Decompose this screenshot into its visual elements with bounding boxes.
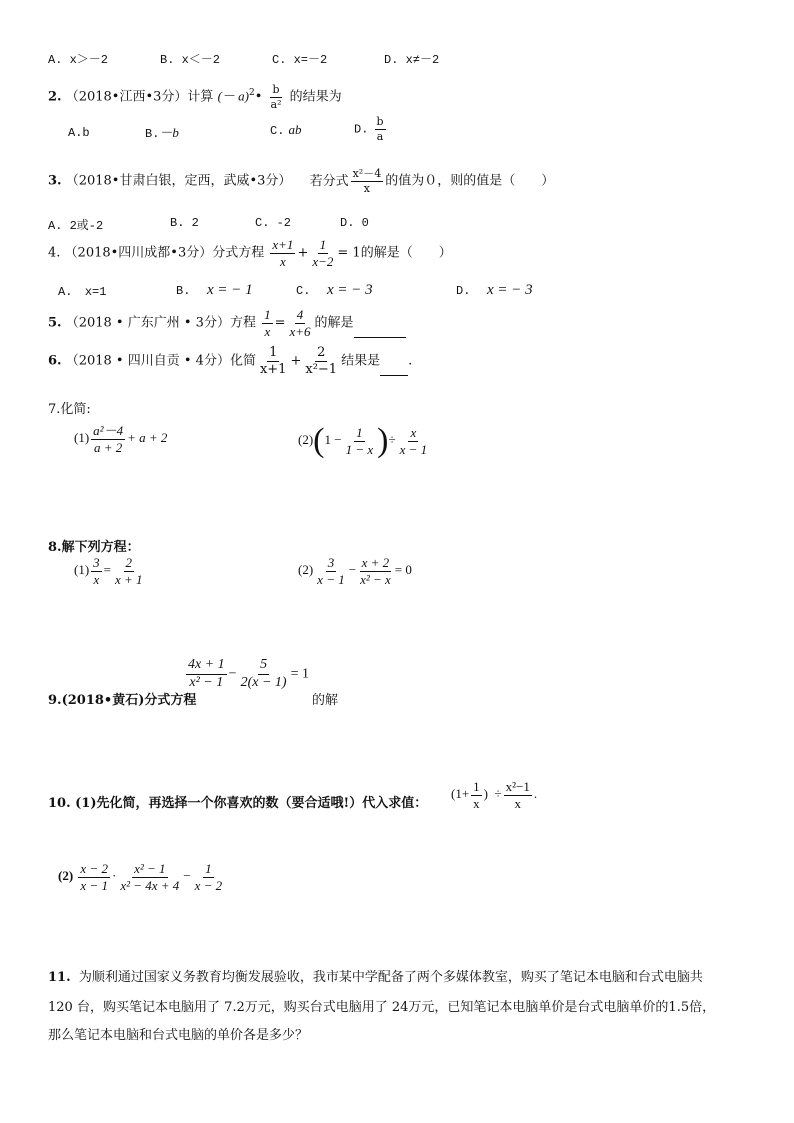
q5-f2-den: x+6 — [289, 323, 311, 339]
q10-label: 10. (1)先化简，再选择一个你喜欢的数（要合适哦!）代入求值： — [48, 796, 428, 811]
q9-equation — [184, 658, 309, 690]
q3-option-a: A. 2或-2 — [48, 219, 104, 233]
q8-p2-left-fraction — [315, 556, 347, 586]
q10-p2-fraction-2 — [118, 862, 181, 892]
q2-option-c-expr: ab — [288, 122, 302, 137]
q7-p2-open-paren: ( — [313, 422, 325, 459]
q2-option-b — [145, 122, 179, 141]
q2-fraction — [269, 84, 284, 110]
q4-option-d-label: D. — [456, 284, 471, 298]
q11-line-1-text: 为顺利通过国家义务教育均衡发展验收，我市某中学配备了两个多媒体教室，购买了笔记本电脑和台式电脑共 — [78, 970, 703, 985]
q7-p1-tail: + a + 2 — [127, 430, 168, 446]
q9-f1-den: x² − 1 — [189, 674, 224, 690]
q4-option-a-label: A. — [58, 285, 73, 299]
q8-p1-eq: = — [103, 562, 112, 578]
q10-part-2 — [58, 862, 226, 892]
q10-p2-dot: · — [111, 868, 117, 884]
q3-frac-den: x — [363, 181, 370, 195]
question-3 — [48, 168, 554, 194]
q4-option-d-expr: x = − 3 — [486, 282, 533, 298]
q3-source: （2018•甘肃白银，定西，武威•3分） — [65, 173, 292, 189]
q4-f2-den: x−2 — [312, 253, 334, 269]
q10-p2-f2-num: x² − 1 — [134, 861, 166, 876]
q10-p2-fraction-1 — [78, 862, 110, 892]
q7-p2-label: (2) — [298, 431, 314, 447]
q10-p2-label: (2) — [58, 868, 74, 884]
q2-option-b-label: B. — [145, 127, 160, 141]
q2-option-b-expr: －b — [159, 125, 179, 140]
q6-source: （2018 • 四川自贡 • 4分）化简 — [65, 353, 256, 369]
q3-option-c: C. -2 — [255, 216, 292, 230]
q10-p2-f1-num: x − 2 — [80, 861, 108, 876]
q8-p1-label: (1) — [74, 562, 90, 578]
q2-dot: • — [254, 89, 263, 105]
q6-fraction-2 — [303, 346, 339, 376]
q4-option-c-expr: x = − 3 — [326, 282, 373, 298]
q8-part-1 — [74, 556, 147, 586]
q4-fraction-1 — [270, 238, 295, 268]
q4-f1-num: x+1 — [272, 237, 294, 252]
q7-p2-inner-fraction — [344, 426, 376, 456]
q5-answer-blank[interactable] — [354, 323, 406, 338]
q5-equals: = — [274, 315, 286, 331]
q8-p2-left-num: 3 — [327, 555, 335, 570]
q2-option-a: A.b — [68, 126, 90, 140]
q6-f1-den: x+1 — [259, 361, 287, 377]
q6-tail: 结果是 — [341, 353, 381, 369]
q8-p1-right-den: x + 1 — [115, 571, 143, 587]
question-5 — [48, 308, 406, 338]
q5-f1-num: 1 — [264, 307, 271, 322]
q6-f2-den: x²−1 — [305, 361, 338, 377]
q2-option-c-label: C. — [270, 124, 285, 138]
q8-part-2 — [298, 556, 412, 586]
q9-f2-den: 2(x − 1) — [240, 674, 287, 690]
q4-option-b-expr: x = − 1 — [206, 282, 253, 298]
q7-p2-num: x — [410, 424, 417, 440]
q9-minus: − — [228, 666, 237, 682]
q5-fraction-2 — [288, 308, 313, 338]
q5-fraction-1 — [262, 308, 273, 338]
q10-p1-fraction — [504, 780, 532, 810]
q8-p1-left-fraction — [91, 556, 102, 586]
q4-f1-den: x — [280, 253, 286, 269]
q10-p2-f3-den: x − 2 — [194, 877, 223, 893]
q8-p1-left-den: x — [93, 571, 100, 587]
q7-p2-den: x − 1 — [399, 441, 428, 457]
q7-p1-num: a²－4 — [93, 423, 124, 438]
q5-f1-den: x — [264, 323, 271, 339]
q8-title: 8.解下列方程： — [48, 540, 140, 555]
q4-option-a — [58, 284, 106, 299]
q8-p1-right-num: 2 — [125, 555, 133, 570]
q7-p2-inner-den: 1 − x — [345, 441, 374, 457]
q8-p2-label: (2) — [298, 562, 314, 578]
q1-option-b: B. x＜－2 — [160, 53, 221, 67]
q7-p2-div: ÷ — [388, 431, 396, 447]
q3-frac-num: x²－4 — [352, 167, 382, 180]
q3-option-b: B. 2 — [170, 216, 199, 230]
q2-option-d — [354, 116, 388, 142]
q2-frac-num: b — [272, 83, 280, 96]
q2-number: 2. — [48, 89, 62, 105]
q5-f2-num: 4 — [296, 307, 304, 322]
q4-option-a-expr: x=1 — [84, 285, 107, 299]
q3-number: 3. — [48, 173, 62, 189]
q6-number: 6. — [48, 353, 62, 369]
q10-p1-inner-fraction — [471, 780, 482, 810]
q7-p1-fraction — [91, 424, 125, 454]
q8-p2-right-den: x² − x — [360, 571, 391, 587]
q8-p2-minus: − — [348, 562, 357, 578]
q2-option-d-frac — [375, 116, 386, 142]
q2-option-d-num: b — [376, 115, 384, 128]
q4-tail: 的解是（ ） — [360, 245, 452, 261]
q8-p2-left-den: x − 1 — [317, 571, 345, 587]
q7-p2-inner-num: 1 — [356, 424, 363, 440]
q10-p2-fraction-3 — [193, 862, 225, 892]
q10-p1-inner-den: x — [473, 795, 480, 811]
q8-p2-right-num: x + 2 — [361, 555, 390, 570]
q3-option-d: D. 0 — [340, 216, 369, 230]
q9-tail: 的解 — [312, 693, 339, 708]
q6-f2-num: 2 — [317, 345, 326, 360]
q1-option-a: A. x＞－2 — [48, 53, 109, 67]
q4-equals: = 1 — [337, 245, 361, 261]
q4-option-d — [456, 282, 533, 299]
q9-f2-num: 5 — [258, 658, 269, 675]
q9-fraction-1 — [186, 658, 227, 690]
q1-option-c: C. x=－2 — [272, 53, 328, 67]
q4-fraction-2 — [310, 238, 335, 268]
q6-fraction-1 — [258, 346, 289, 376]
q2-expr-exp: 2 — [248, 88, 255, 99]
q5-source: （2018 • 广东广州 • 3分）方程 — [65, 315, 256, 331]
q5-tail: 的解是 — [314, 315, 354, 331]
q7-title: 7.化简: — [48, 402, 91, 417]
q6-answer-blank[interactable] — [380, 361, 408, 376]
q10-p1-end: . — [533, 786, 538, 802]
question-6 — [48, 346, 412, 376]
q6-end: . — [408, 353, 413, 369]
q8-p1-right-fraction — [113, 556, 145, 586]
q2-source: （2018•江西•3分）计算 — [65, 89, 214, 105]
q10-p1-close: ) — [483, 786, 489, 802]
q7-p2-fraction — [398, 426, 430, 456]
q10-p2-f3-num: 1 — [205, 861, 212, 876]
q10-p1-open: (1+ — [451, 786, 470, 802]
q3-lead: 若分式 — [309, 173, 349, 189]
q9-fraction-2 — [239, 658, 289, 690]
q6-plus: + — [290, 353, 302, 369]
q2-option-c — [270, 122, 302, 138]
q2-frac-den: a² — [270, 97, 282, 111]
q6-f1-num: 1 — [269, 345, 278, 360]
q10-part-1-expr — [451, 780, 537, 810]
q5-number: 5. — [48, 315, 62, 331]
q10-p1-den: x — [514, 795, 522, 811]
q7-p2-close-paren: ) — [377, 422, 389, 459]
q8-p1-left-num: 3 — [93, 555, 100, 570]
q4-number: 4. — [48, 245, 61, 261]
q10-p2-f1-den: x − 1 — [80, 877, 108, 893]
q10-p2-f2-den: x² − 4x + 4 — [120, 877, 180, 893]
q9-eq: = 1 — [290, 666, 309, 682]
q4-option-b — [176, 282, 253, 299]
q1-option-d: D. x≠－2 — [384, 53, 440, 67]
q2-expr-base: (－ a) — [217, 88, 249, 104]
question-4 — [48, 238, 452, 268]
q2-option-d-den: a — [376, 129, 384, 143]
q7-p2-one: 1 − — [324, 431, 342, 447]
q10-p1-num: x²−1 — [505, 779, 530, 794]
q2-option-d-label: D. — [354, 122, 369, 137]
q3-fraction — [351, 168, 384, 194]
q11-line-2: 120 台，购买笔记本电脑用了 7.2万元，购买台式电脑用了 24万元，已知笔记本电脑单价是台式电脑单价的1.5倍， — [48, 1000, 716, 1015]
q9-label: 9.(2018•黄石)分式方程 — [48, 693, 197, 708]
q8-p2-eq: = 0 — [394, 562, 412, 578]
q4-option-b-label: B. — [176, 284, 191, 298]
q7-p1-label: (1) — [74, 430, 90, 446]
q4-option-c-label: C. — [296, 284, 311, 298]
q4-plus: + — [297, 245, 309, 261]
q11-line-3: 那么笔记本电脑和台式电脑的单价各是多少？ — [48, 1028, 309, 1043]
q7-part-1 — [74, 424, 167, 454]
q4-source: （2018•四川成都•3分）分式方程 — [64, 245, 265, 261]
q11-line-1 — [48, 966, 703, 985]
q7-part-2 — [298, 424, 431, 458]
q10-p1-inner-num: 1 — [473, 779, 480, 794]
q11-number: 11. — [48, 970, 71, 985]
q9-f1-num: 4x + 1 — [186, 658, 227, 675]
q7-p1-den: a + 2 — [93, 439, 123, 455]
q4-f2-num: 1 — [319, 237, 327, 252]
q10-p1-div: ÷ — [494, 786, 502, 802]
q4-option-c — [296, 282, 373, 299]
q8-p2-right-fraction — [358, 556, 393, 586]
q3-tail: 的值为０，则的值是（ ） — [385, 173, 555, 189]
q2-tail: 的结果为 — [289, 89, 342, 105]
question-2 — [48, 84, 342, 110]
q10-p2-minus: − — [183, 868, 191, 884]
